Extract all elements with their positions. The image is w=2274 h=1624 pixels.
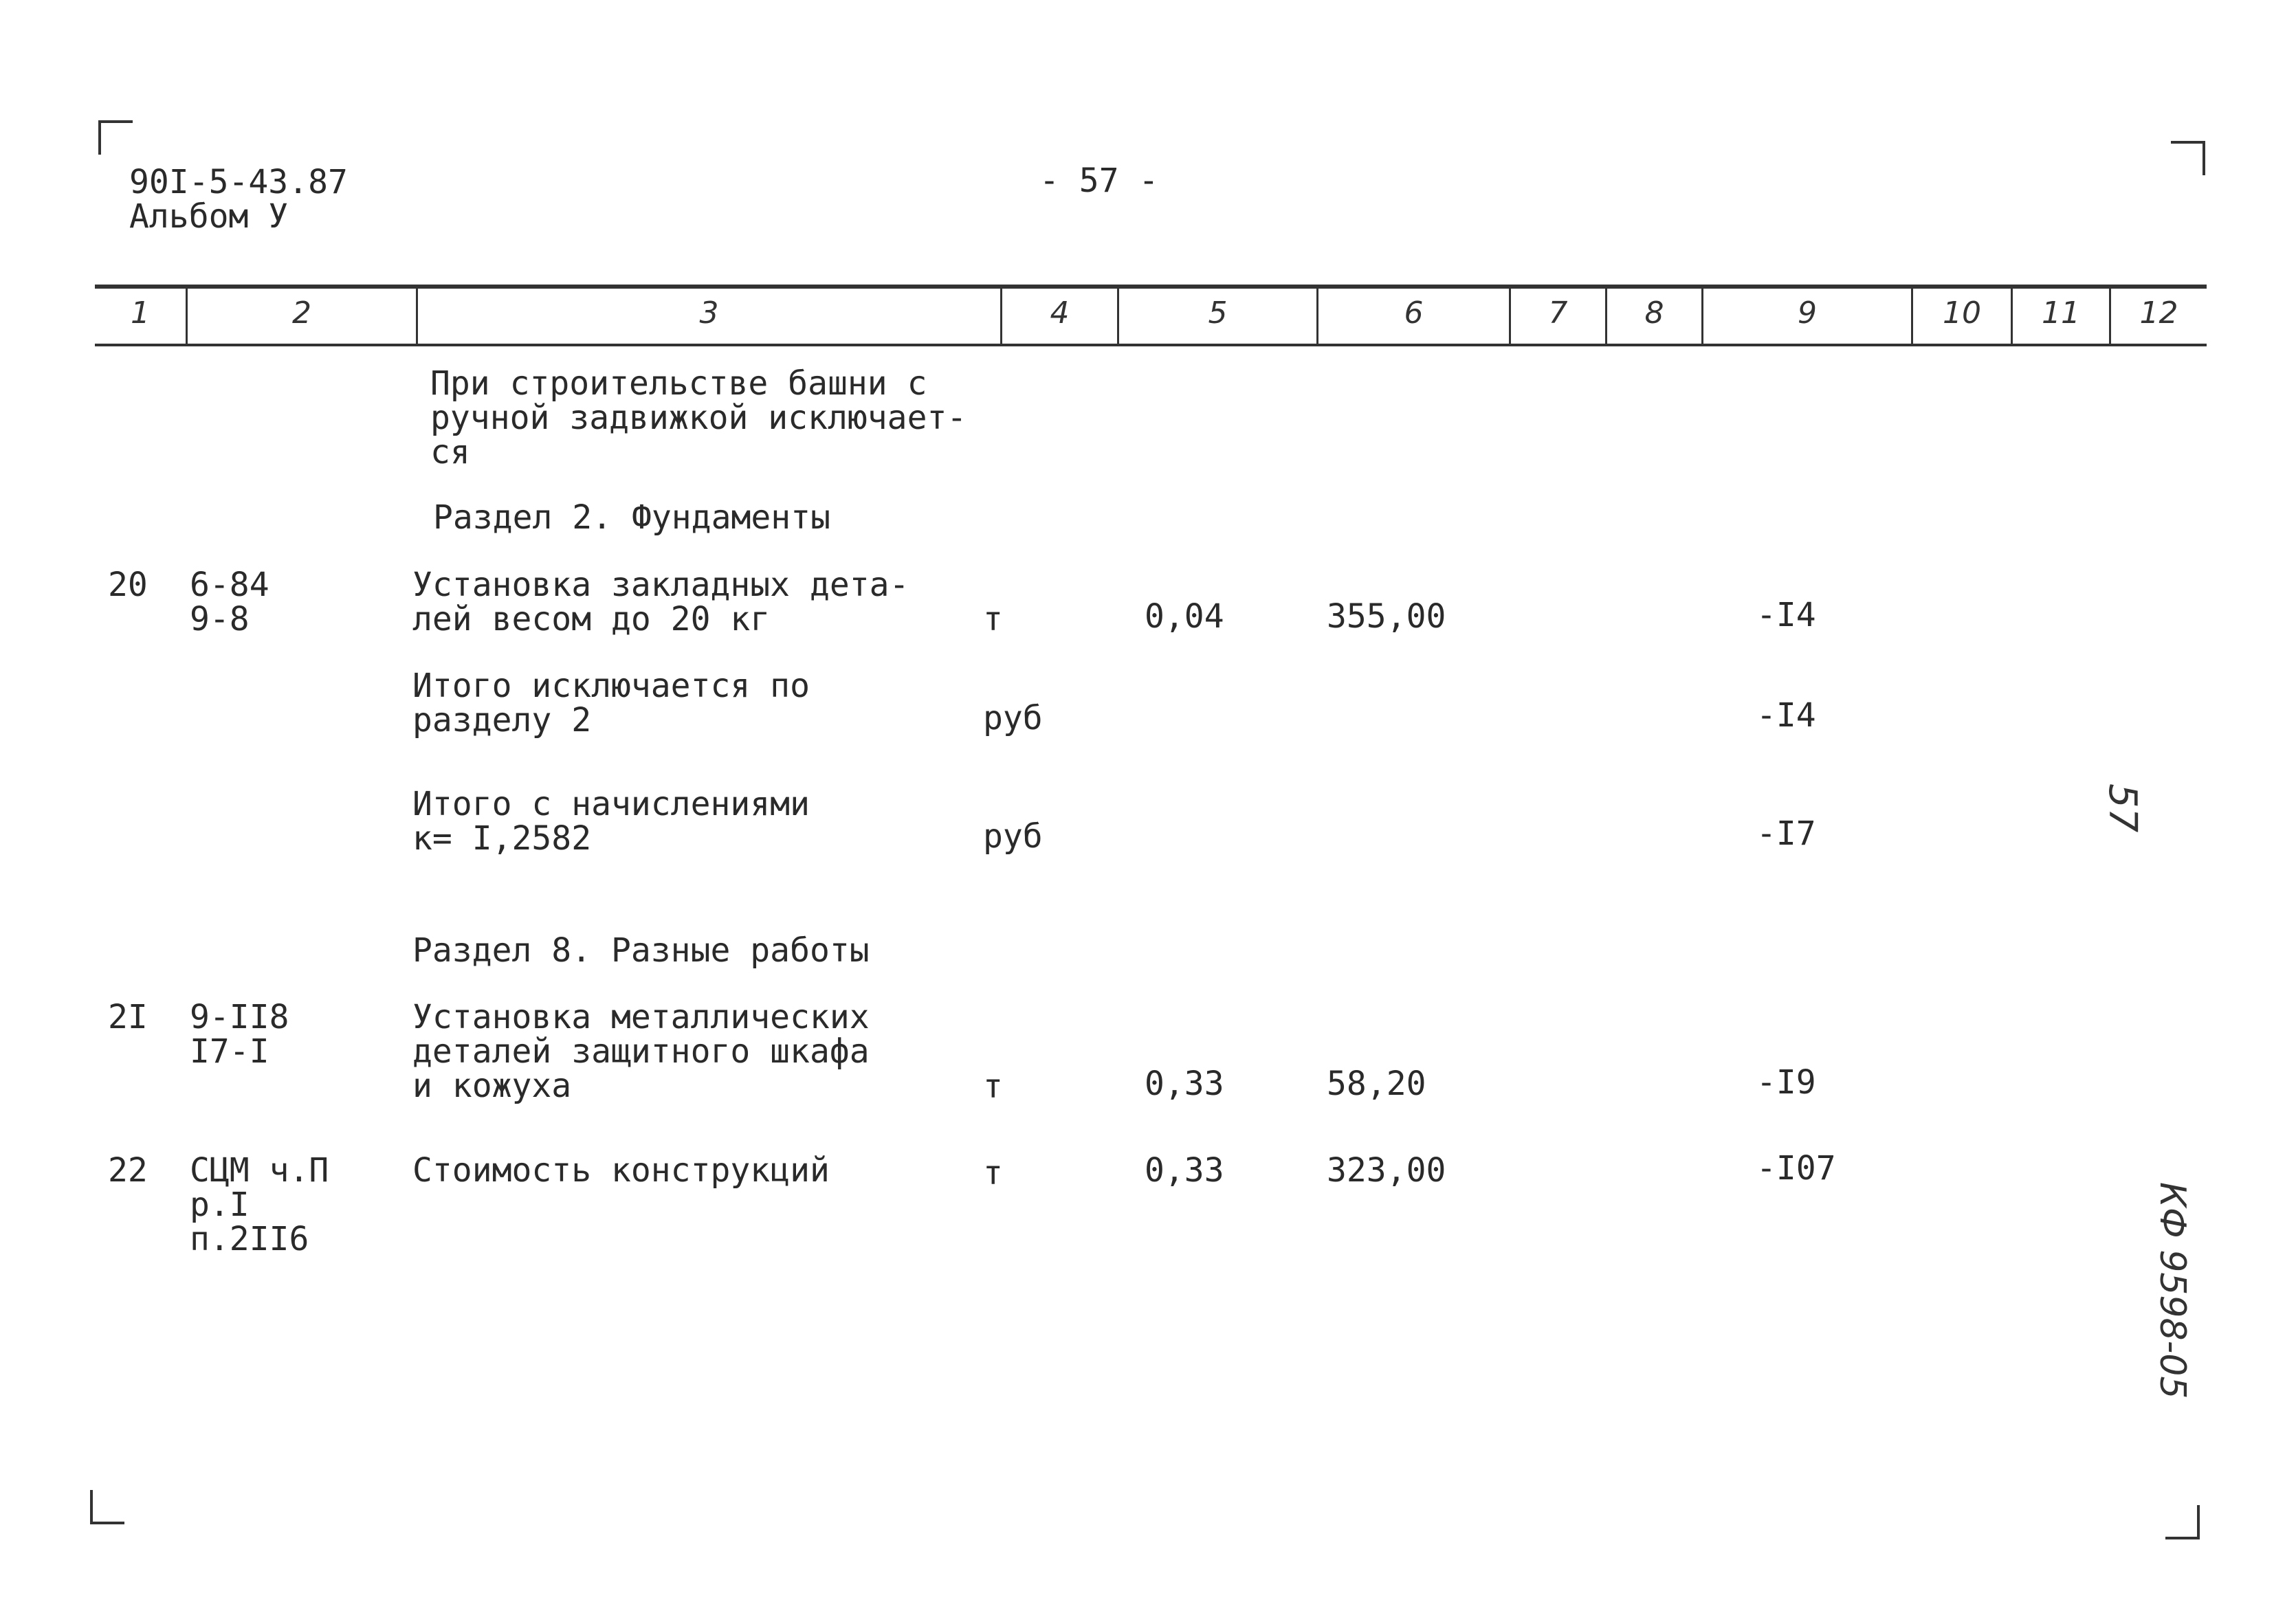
album-label: Альбом У bbox=[129, 197, 289, 236]
section-heading: Раздел 8. Разные работы bbox=[412, 931, 870, 970]
work-description: Установка металлических деталей защитного шкафа и кожуха bbox=[412, 998, 870, 1105]
unit-price-cell: 323,00 bbox=[1327, 1151, 1446, 1190]
column-number-1: 1 bbox=[131, 296, 150, 331]
quantity-cell: 0,33 bbox=[1145, 1065, 1224, 1103]
table-header-bottom-rule bbox=[95, 344, 2207, 346]
row-number: 20 bbox=[108, 566, 148, 604]
document-code: 90I-5-43.87 bbox=[129, 163, 348, 201]
total-cell: -I7 bbox=[1756, 814, 1816, 853]
unit-price-cell: 355,00 bbox=[1327, 597, 1446, 636]
total-with-charges-description: Итого с начислениями к= I,2582 bbox=[412, 785, 810, 858]
page-number: - 57 - bbox=[1039, 162, 1159, 200]
section-heading: Раздел 2. Фундаменты bbox=[433, 498, 830, 537]
work-description: Стоимость конструкций bbox=[412, 1151, 830, 1190]
intro-note: При строительстве башни с ручной задвижкой исключает- ся bbox=[430, 364, 967, 471]
column-number-2: 2 bbox=[292, 296, 311, 331]
corner-mark-bottom-right bbox=[2165, 1505, 2200, 1539]
total-cell: -I07 bbox=[1756, 1149, 1836, 1188]
column-number-12: 12 bbox=[2139, 296, 2178, 331]
total-cell: -I9 bbox=[1756, 1063, 1816, 1102]
norm-code: 6-84 9-8 bbox=[190, 566, 269, 638]
total-cell: -I4 bbox=[1756, 596, 1816, 634]
column-number-4: 4 bbox=[1050, 296, 1070, 331]
table-header-top-rule bbox=[95, 285, 2207, 289]
column-number-7: 7 bbox=[1548, 296, 1568, 331]
column-number-9: 9 bbox=[1798, 296, 1817, 331]
handwritten-page-number: 57 bbox=[2100, 783, 2145, 833]
corner-mark-bottom-left bbox=[90, 1490, 124, 1524]
column-number-6: 6 bbox=[1404, 296, 1424, 331]
column-number-5: 5 bbox=[1208, 296, 1228, 331]
unit-cell: руб bbox=[983, 817, 1043, 856]
work-description: Установка закладных дета- лей весом до 20 кг bbox=[412, 566, 909, 638]
norm-code: 9-II8 I7-I bbox=[190, 998, 289, 1071]
subtotal-description: Итого исключается по разделу 2 bbox=[412, 667, 810, 739]
unit-cell: руб bbox=[983, 699, 1043, 737]
quantity-cell: 0,33 bbox=[1145, 1151, 1224, 1190]
quantity-cell: 0,04 bbox=[1145, 597, 1224, 636]
norm-code: СЦМ ч.П р.I п.2II6 bbox=[190, 1151, 329, 1258]
column-number-10: 10 bbox=[1943, 296, 1981, 331]
archive-code: КФ 9598-05 bbox=[2152, 1182, 2193, 1399]
corner-mark-top-left bbox=[98, 120, 133, 155]
unit-cell: т bbox=[983, 1067, 1003, 1106]
row-number: 22 bbox=[108, 1151, 148, 1190]
corner-mark-top-right bbox=[2171, 141, 2205, 175]
column-number-8: 8 bbox=[1644, 296, 1664, 331]
unit-price-cell: 58,20 bbox=[1327, 1065, 1426, 1103]
column-number-11: 11 bbox=[2042, 296, 2080, 331]
total-cell: -I4 bbox=[1756, 696, 1816, 735]
column-number-3: 3 bbox=[699, 296, 719, 331]
unit-cell: т bbox=[983, 600, 1003, 638]
row-number: 2I bbox=[108, 998, 148, 1036]
unit-cell: т bbox=[983, 1154, 1003, 1192]
